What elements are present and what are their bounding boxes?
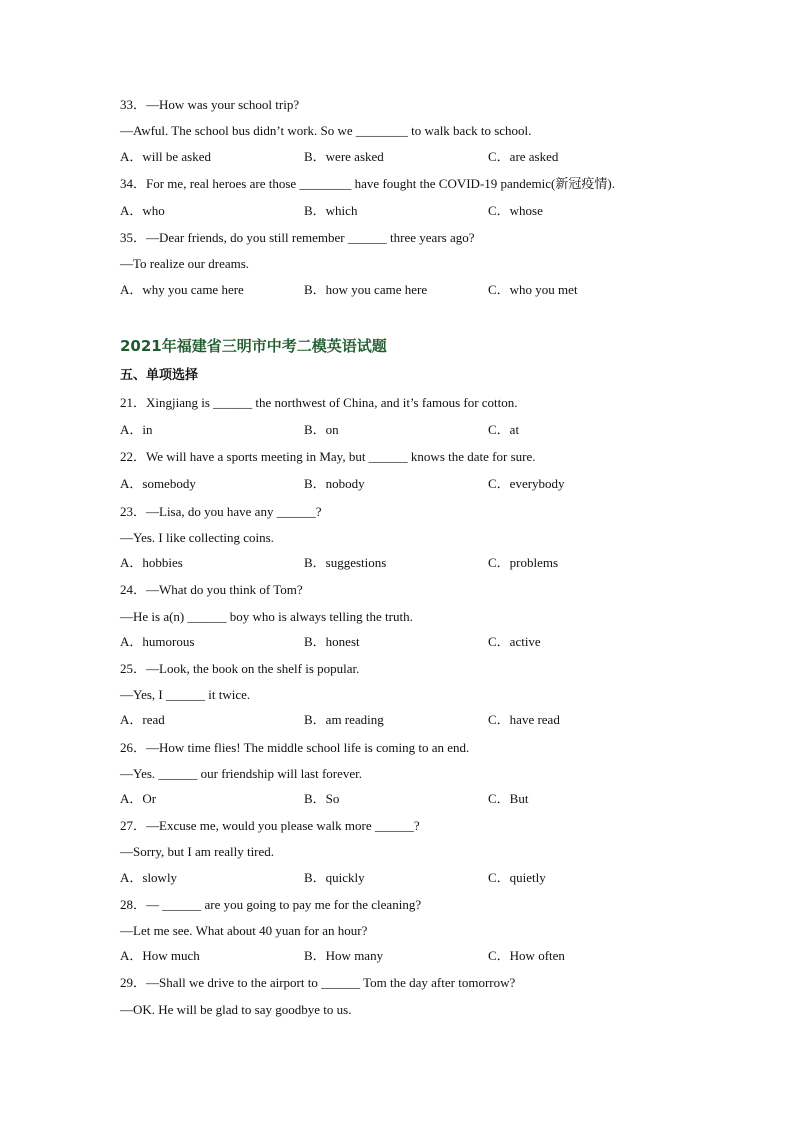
- option-a: A．Or: [120, 791, 157, 806]
- option-b: B．quickly: [304, 870, 365, 885]
- option-a: A．slowly: [120, 870, 178, 885]
- question-35-prompt: 35．—Dear friends, do you still remember ______ three years ago?: [120, 230, 475, 245]
- option-a: A．read: [120, 712, 165, 727]
- section-subtitle: 五、单项选择: [120, 368, 199, 383]
- option-a: A．How much: [120, 948, 200, 963]
- question-27-options: [120, 870, 680, 886]
- option-c: C．quietly: [488, 870, 546, 885]
- option-a: A．why you came here: [120, 282, 244, 297]
- question-35-options: [120, 282, 680, 298]
- option-b: B．which: [304, 203, 358, 218]
- question-21-prompt: 21．Xingjiang is ______ the northwest of China, and it’s famous for cotton.: [120, 395, 518, 410]
- option-a: A．humorous: [120, 634, 195, 649]
- option-a: A．in: [120, 422, 153, 437]
- option-c: C．at: [488, 422, 520, 437]
- option-b: B．honest: [304, 634, 360, 649]
- question-26-options: [120, 791, 680, 807]
- question-34-options: [120, 203, 680, 219]
- question-35-reply: —To realize our dreams.: [120, 256, 250, 271]
- option-b: B．were asked: [304, 149, 384, 164]
- question-24-reply: —He is a(n) ______ boy who is always telling the truth.: [120, 609, 413, 624]
- option-a: A．who: [120, 203, 165, 218]
- question-22-options: [120, 476, 680, 492]
- option-c: C．have read: [488, 712, 560, 727]
- option-c: C．who you met: [488, 282, 578, 297]
- question-21-options: [120, 422, 680, 438]
- question-28-options: [120, 948, 680, 964]
- question-25-options: [120, 712, 680, 728]
- question-23-options: [120, 555, 680, 571]
- question-29-prompt: 29．—Shall we drive to the airport to ______ Tom the day after tomorrow?: [120, 975, 516, 990]
- option-c: C．everybody: [488, 476, 565, 491]
- option-b: B．on: [304, 422, 339, 437]
- option-b: B．am reading: [304, 712, 384, 727]
- question-26-reply: —Yes. ______ our friendship will last forever.: [120, 766, 363, 781]
- option-a: A．hobbies: [120, 555, 183, 570]
- exam-section-title: 2021年福建省三明市中考二模英语试题: [120, 337, 387, 355]
- option-c: C．active: [488, 634, 541, 649]
- option-b: B．suggestions: [304, 555, 387, 570]
- option-c: C．are asked: [488, 149, 559, 164]
- option-a: A．will be asked: [120, 149, 211, 164]
- question-34-prompt: 34．For me, real heroes are those ________ have fought the COVID-19 pandemic(新冠疫情).: [120, 176, 615, 191]
- question-25-prompt: 25．—Look, the book on the shelf is popular.: [120, 661, 360, 676]
- question-25-reply: —Yes, I ______ it twice.: [120, 687, 251, 702]
- question-23-reply: —Yes. I like collecting coins.: [120, 530, 274, 545]
- option-b: B．So: [304, 791, 340, 806]
- question-27-reply: —Sorry, but I am really tired.: [120, 844, 275, 859]
- option-a: A．somebody: [120, 476, 196, 491]
- question-27-prompt: 27．—Excuse me, would you please walk more ______?: [120, 818, 420, 833]
- option-c: C．How often: [488, 948, 565, 963]
- question-26-prompt: 26．—How time flies! The middle school life is coming to an end.: [120, 740, 470, 755]
- option-b: B．how you came here: [304, 282, 428, 297]
- question-28-reply: —Let me see. What about 40 yuan for an hour?: [120, 923, 368, 938]
- question-29-reply: —OK. He will be glad to say goodbye to us.: [120, 1002, 352, 1017]
- question-28-prompt: 28．— ______ are you going to pay me for the cleaning?: [120, 897, 422, 912]
- question-33-options: [120, 149, 680, 165]
- option-c: C．whose: [488, 203, 543, 218]
- option-c: C．problems: [488, 555, 559, 570]
- question-24-options: [120, 634, 680, 650]
- question-24-prompt: 24．—What do you think of Tom?: [120, 582, 303, 597]
- option-b: B．nobody: [304, 476, 365, 491]
- option-c: C．But: [488, 791, 529, 806]
- question-22-prompt: 22．We will have a sports meeting in May, but ______ knows the date for sure.: [120, 449, 536, 464]
- question-33-prompt: 33．—How was your school trip?: [120, 97, 300, 112]
- option-b: B．How many: [304, 948, 384, 963]
- question-33-reply: —Awful. The school bus didn’t work. So we ________ to walk back to school.: [120, 123, 532, 138]
- question-23-prompt: 23．—Lisa, do you have any ______?: [120, 504, 322, 519]
